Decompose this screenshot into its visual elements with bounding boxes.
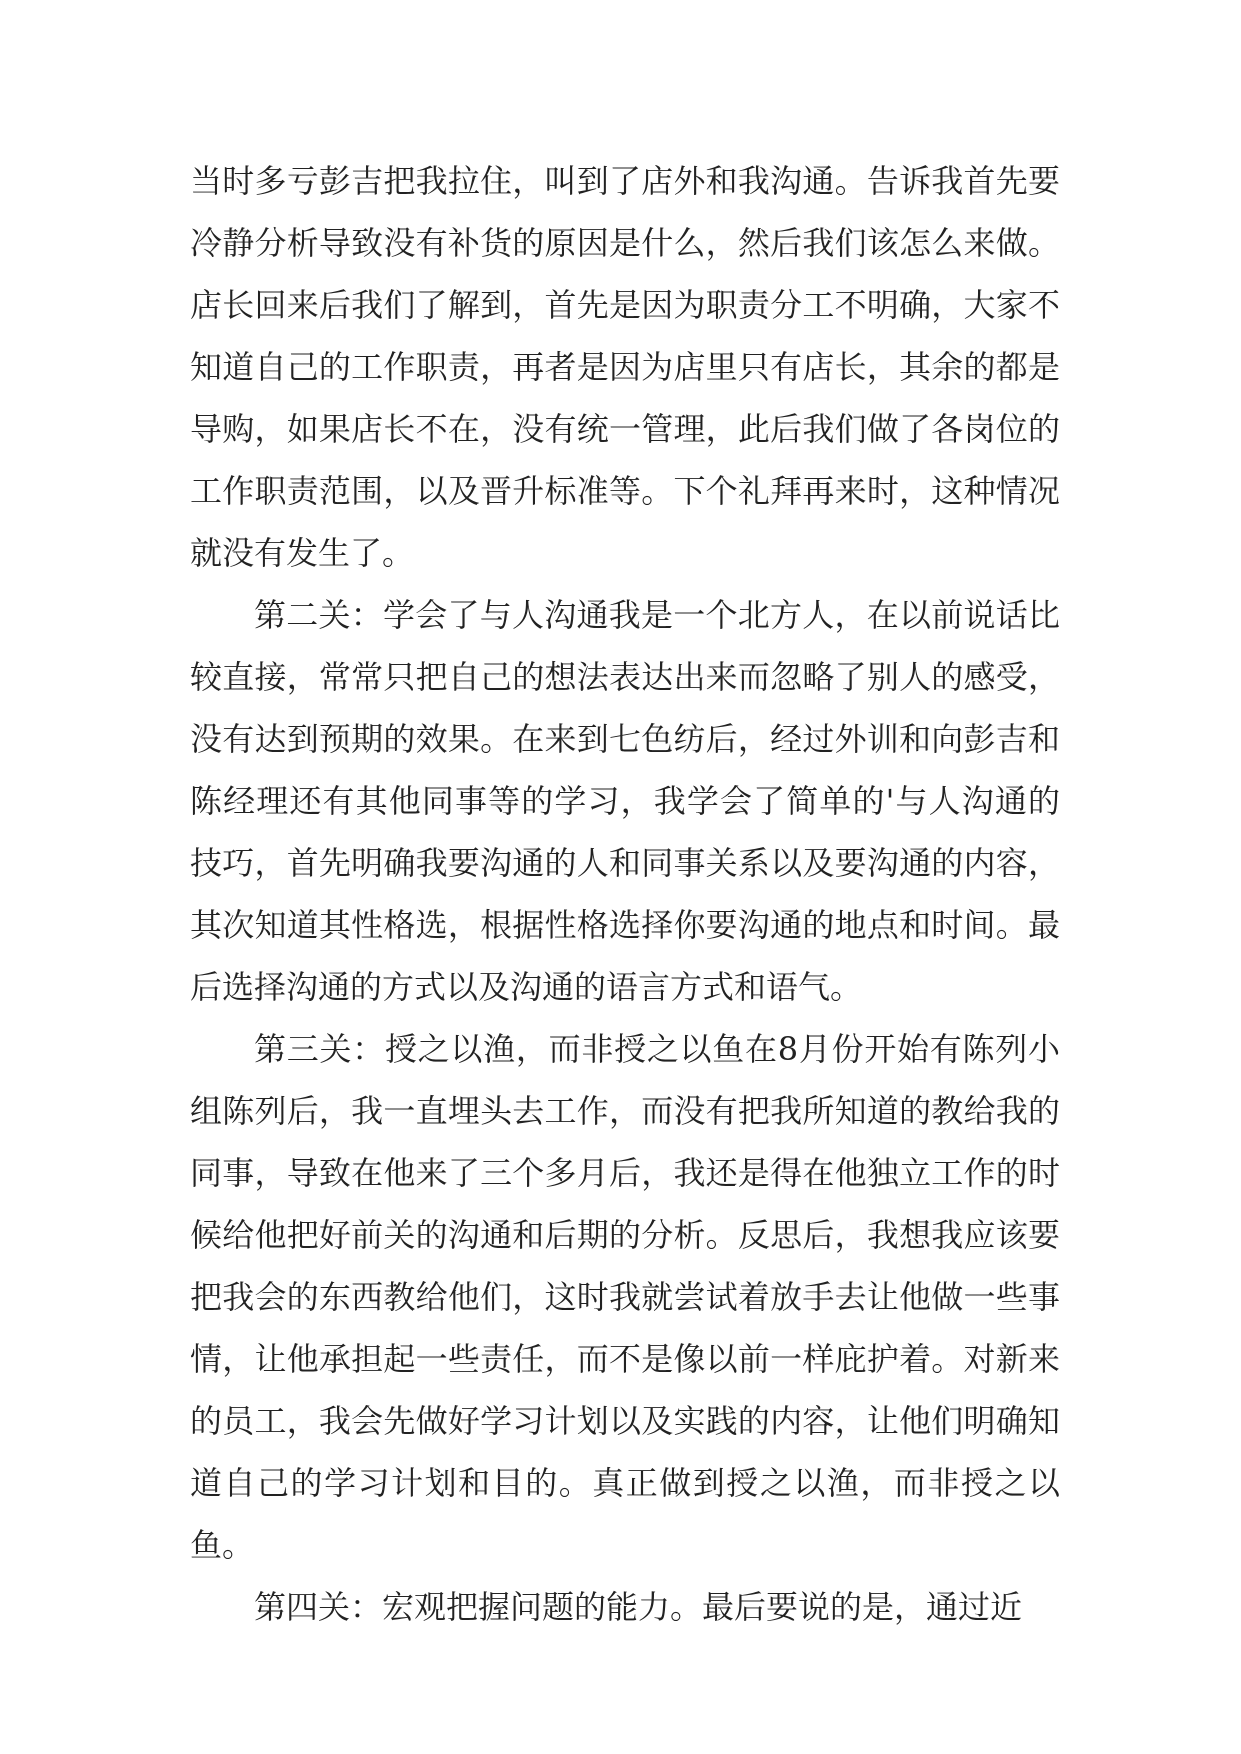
paragraph-fourth-level: 第四关：宏观把握问题的能力。最后要说的是，通过近 (254, 1588, 1023, 1626)
paragraph-second-level: 第二关：学会了与人沟通我是一个北方人，在以前说话比较直接，常常只把自己的想法表达出来而忽略了别人的感受，没有达到预期的效果。在来到七色纺后，经过外训和向彭吉和陈经理还有其他同事等的学习，我学会了简单的'与人沟通的技巧，首先明确我要沟通的人和同事关系以及要沟通的内容，其次知道其性格选，根据性格选择你要沟通的地点和时间。最后选择沟通的方式以及沟通的语言方式和语气。 (190, 596, 1060, 1006)
paragraph-continuation: 当时多亏彭吉把我拉住，叫到了店外和我沟通。告诉我首先要冷静分析导致没有补货的原因是什么，然后我们该怎么来做。店长回来后我们了解到，首先是因为职责分工不明确，大家不知道自己的工作职责，再者是因为店里只有店长，其余的都是导购，如果店长不在，没有统一管理，此后我们做了各岗位的工作职责范围，以及晋升标准等。下个礼拜再来时，这种情况就没有发生了。 (190, 162, 1060, 572)
document-page (190, 150, 1060, 1638)
paragraph-third-level: 第三关：授之以渔，而非授之以鱼在8月份开始有陈列小组陈列后，我一直埋头去工作，而没有把我所知道的教给我的同事，导致在他来了三个多月后，我还是得在他独立工作的时候给他把好前关的沟通和后期的分析。反思后，我想我应该要把我会的东西教给他们，这时我就尝试着放手去让他做一些事情，让他承担起一些责任，而不是像以前一样庇护着。对新来的员工，我会先做好学习计划以及实践的内容，让他们明确知道自己的学习计划和目的。真正做到授之以渔，而非授之以鱼。 (190, 1030, 1060, 1564)
